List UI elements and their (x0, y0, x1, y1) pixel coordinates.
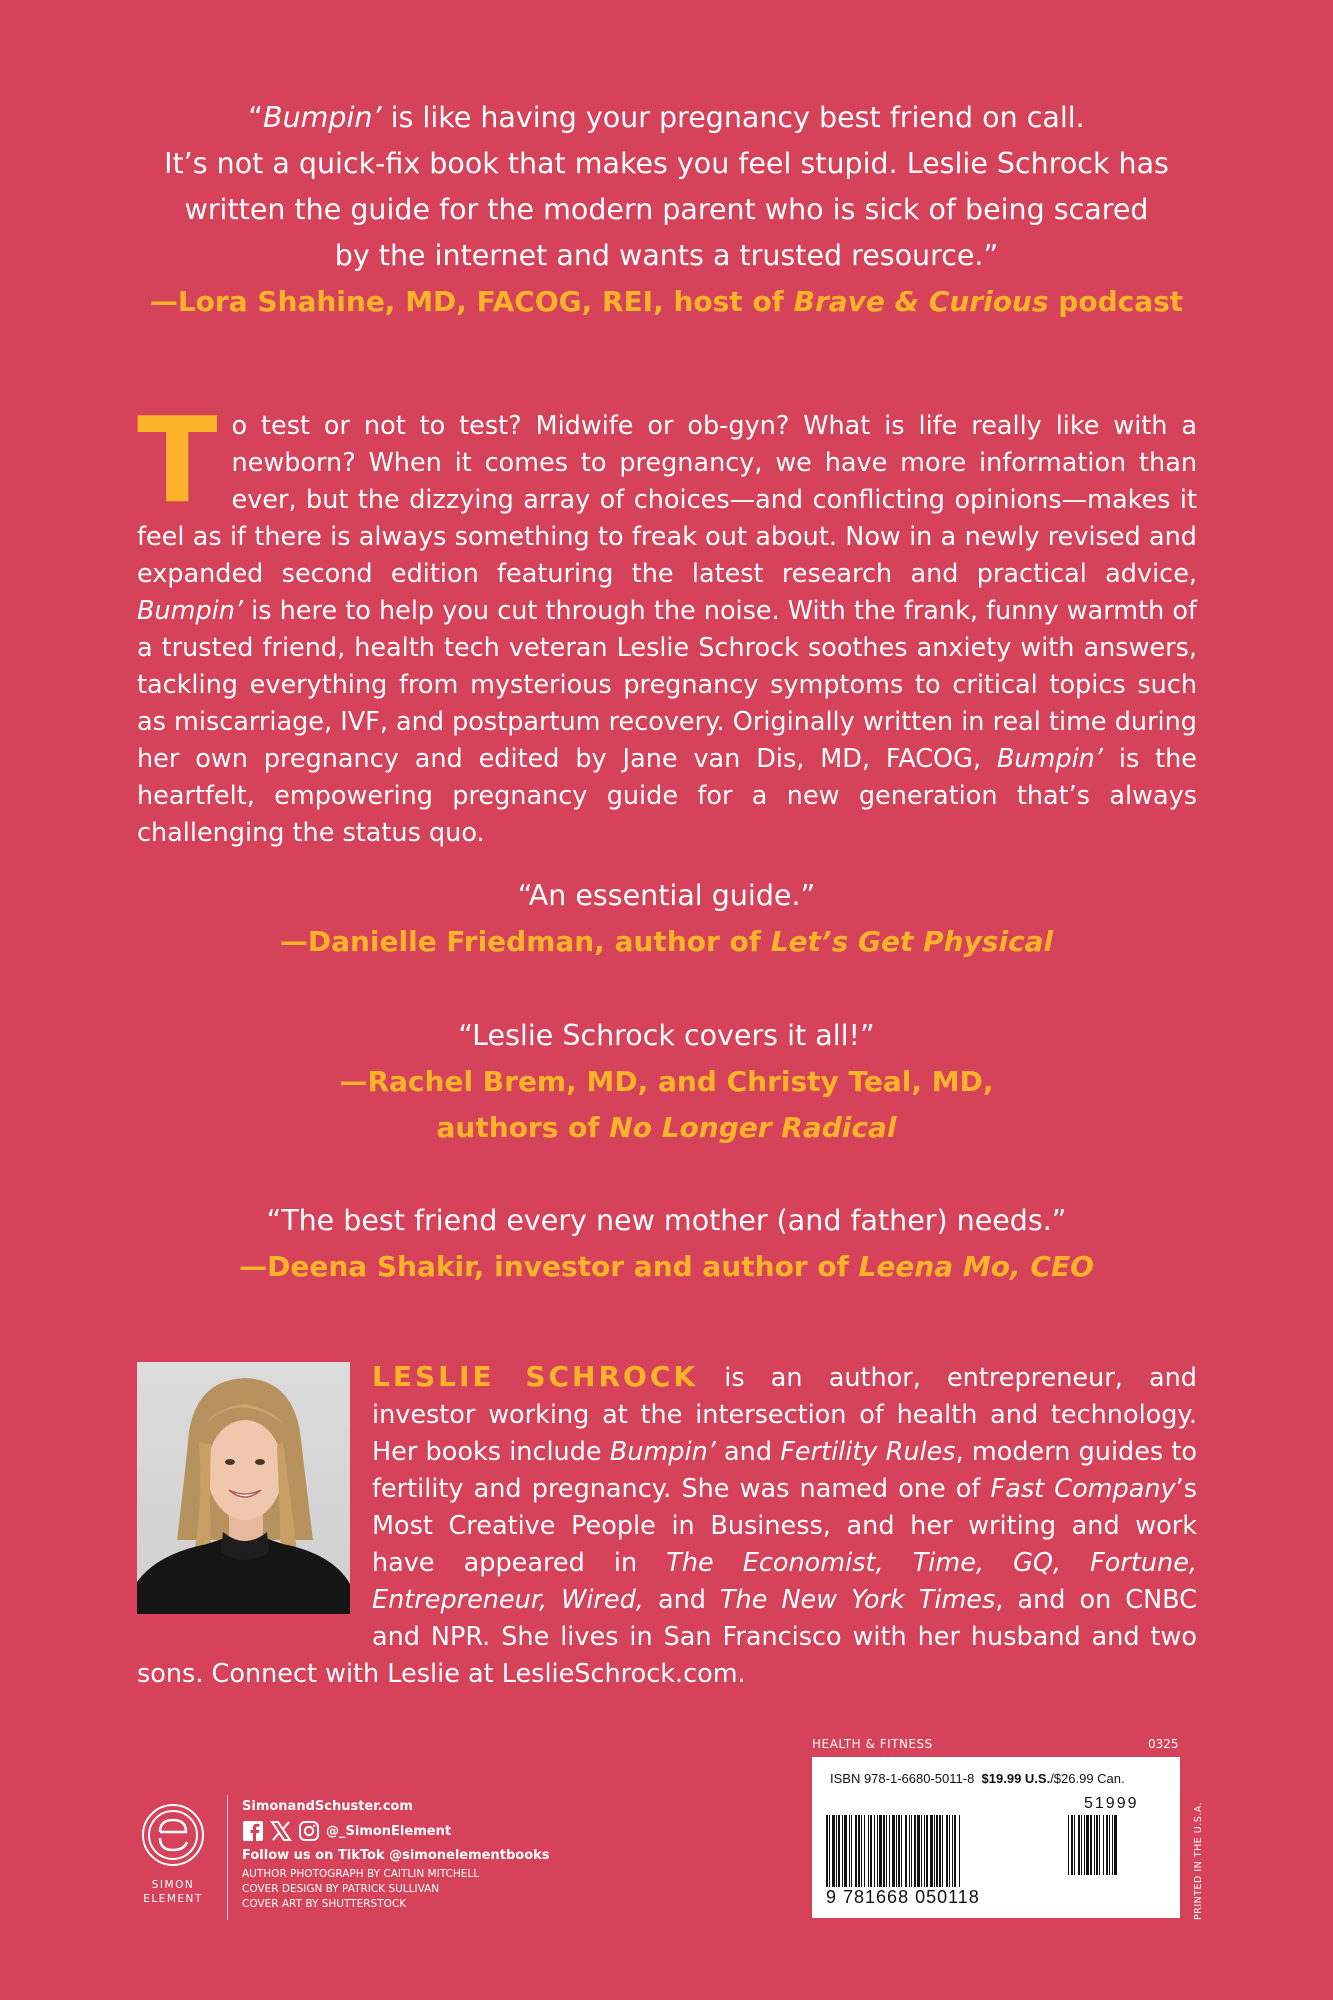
barcode-bar (926, 1815, 928, 1887)
barcode-bar (939, 1815, 941, 1887)
social-handle[interactable]: @_SimonElement (326, 1823, 452, 1839)
barcode-bar (879, 1815, 882, 1887)
logo-text: SIMON (151, 1879, 195, 1891)
publisher-logo (138, 1800, 208, 1906)
barcode-bar (1084, 1815, 1085, 1875)
quote-attribution: —Deena Shakir, investor and author of Leena Mo, CEO (239, 1250, 1094, 1283)
quote-attribution: —Lora Shahine, MD, FACOG, REI, host of Brave & Curious podcast (149, 285, 1184, 318)
endorsement-quote-3 (110, 1013, 1223, 1151)
barcode-bar (959, 1815, 960, 1887)
isbn-barcode (826, 1815, 1062, 1887)
barcode-bar (954, 1815, 956, 1887)
quote-attribution: —Danielle Friedman, author of Let’s Get Physical (279, 925, 1054, 958)
endorsement-quote-4 (110, 1198, 1223, 1290)
printed-in-usa: PRINTED IN THE U.S.A. (1193, 1801, 1204, 1920)
barcode-bar (1114, 1815, 1117, 1875)
quote-line: written the guide for the modern parent who is sick of being scared (184, 193, 1149, 226)
barcode-bar (877, 1815, 878, 1887)
barcode-bar (883, 1815, 885, 1887)
isbn-price-line: ISBN 978-1-6680-5011-8 $19.99 U.S./$26.99 Can. (830, 1771, 1125, 1786)
barcode-bar (1096, 1815, 1098, 1875)
barcode-bar (1081, 1815, 1082, 1875)
barcode-bar (889, 1815, 890, 1887)
barcode-bar (1086, 1815, 1089, 1875)
instagram-icon[interactable] (298, 1820, 320, 1842)
quote-attribution: —Rachel Brem, MD, and Christy Teal, MD, (339, 1065, 994, 1098)
credit-line: COVER DESIGN BY PATRICK SULLIVAN (242, 1883, 440, 1895)
barcode-bar (829, 1815, 830, 1887)
barcode-bar (898, 1815, 900, 1887)
barcode-bar (1068, 1815, 1069, 1875)
barcode-bar (832, 1815, 835, 1887)
barcode-bar (901, 1815, 902, 1887)
barcode-bar (842, 1815, 843, 1887)
drop-cap: T (137, 391, 218, 529)
credit-line: AUTHOR PHOTOGRAPH BY CAITLIN MITCHELL (242, 1868, 480, 1880)
quote-line: “Bumpin’ is like having your pregnancy best friend on call. (248, 101, 1085, 134)
barcode-bar (886, 1815, 887, 1887)
quote-line: by the internet and wants a trusted resource.” (334, 239, 999, 272)
logo-text: ELEMENT (143, 1893, 203, 1905)
barcode-bar (911, 1815, 912, 1887)
barcode-addon-digits: 51999 (1084, 1795, 1139, 1812)
barcode-bar (917, 1815, 920, 1887)
quote-line: It’s not a quick-fix book that makes you feel stupid. Leslie Schrock has (164, 147, 1169, 180)
quote-line: “The best friend every new mother (and father) needs.” (266, 1204, 1067, 1237)
simon-element-logo-icon (138, 1800, 208, 1870)
barcode-bar (851, 1815, 852, 1887)
price-code: 0325 (1148, 1737, 1179, 1751)
barcode-bar (914, 1815, 916, 1887)
endorsement-quote-2 (110, 873, 1223, 965)
barcode-bar (838, 1815, 840, 1887)
barcode-bar (844, 1815, 847, 1887)
barcode-bar (1074, 1815, 1075, 1875)
barcode-bar (1106, 1815, 1108, 1875)
barcode-bar (855, 1815, 857, 1887)
author-photo (137, 1362, 350, 1614)
book-description: To test or not to test? Midwife or ob-gyn? What is life really like with a newborn? When it comes to pregnancy, we have more information than ever, but the dizzying array of choices—and conflicting opinions—makes it feel as if there is always something to freak out about. Now in a newly revised and expanded second edition featuring the latest research and practical advice, Bumpin’ is here to help you cut through the noise. With the frank, funny warmth of a trusted friend, health tech veteran Leslie Schrock soothes anxiety with answers, tackling everything from mysterious pregnancy symptoms to critical topics such as miscarriage, IVF, and postpartum recovery. Originally written in real time during her own pregnancy and edited by Jane van Dis, MD, FACOG, Bumpin’ is the heartfelt, empowering pregnancy guide for a new generation that’s always challenging the status quo. (137, 391, 1197, 848)
credit-line: COVER ART BY SHUTTERSTOCK (242, 1898, 407, 1910)
footer-divider (227, 1795, 228, 1920)
barcode-bar (946, 1815, 948, 1887)
endorsement-quote-1 (110, 95, 1223, 325)
barcode-bar (936, 1815, 938, 1887)
publisher-website[interactable]: SimonandSchuster.com (242, 1799, 413, 1814)
barcode-bar (952, 1815, 953, 1887)
barcode-bar (864, 1815, 865, 1887)
quote-line: “An essential guide.” (517, 879, 816, 912)
barcode-bar (870, 1815, 872, 1887)
barcode-bar (921, 1815, 922, 1887)
barcode-bar (861, 1815, 862, 1887)
facebook-icon[interactable] (242, 1820, 264, 1842)
tiktok-follow[interactable]: Follow us on TikTok @simonelementbooks (242, 1848, 550, 1863)
barcode-bar (949, 1815, 950, 1887)
barcode-bar (905, 1815, 907, 1887)
barcode-bar (909, 1815, 910, 1887)
barcode-bar (942, 1815, 943, 1887)
barcode-bar (1090, 1815, 1092, 1875)
barcode-digits: 9 781668 050118 (826, 1887, 980, 1907)
quote-attribution: authors of No Longer Radical (436, 1111, 897, 1144)
barcode-bar (924, 1815, 925, 1887)
barcode-bar (1078, 1815, 1080, 1875)
publisher-info (242, 1797, 572, 1912)
author-bio: LESLIE SCHROCK is an author, entrepreneur, and investor working at the intersection of health and technology. Her books include Bumpin’ and Fertility Rules, modern guides to fertility and pregnancy. She was named one of Fast Company’s Most Creative People in Business, and her writing and work have appeared in The Economist, Time, GQ, Fortune, Entrepreneur, Wired, and The New York Times, and on CNBC and NPR. She lives in San Francisco with her husband and two sons. Connect with Leslie at LeslieSchrock.com. (137, 1360, 1198, 1689)
social-links (242, 1817, 572, 1845)
barcode-bar (1109, 1815, 1110, 1875)
quote-line: “Leslie Schrock covers it all!” (458, 1019, 875, 1052)
barcode-bar (826, 1815, 828, 1887)
barcode-bar (874, 1815, 875, 1887)
barcode-bar (849, 1815, 850, 1887)
barcode-bar (868, 1815, 869, 1887)
barcode-bar (1094, 1815, 1095, 1875)
barcode-bar (934, 1815, 935, 1887)
book-category: HEALTH & FITNESS (812, 1737, 933, 1751)
barcode-bar (836, 1815, 837, 1887)
barcode-bar (1103, 1815, 1104, 1875)
barcode-bar (896, 1815, 897, 1887)
barcode-box (812, 1757, 1180, 1918)
barcode-bar (1099, 1815, 1100, 1875)
barcode-bar (1071, 1815, 1073, 1875)
barcode-bar (892, 1815, 895, 1887)
x-icon[interactable] (270, 1820, 292, 1842)
barcode-bar (858, 1815, 860, 1887)
author-name: LESLIE SCHROCK (372, 1360, 699, 1393)
barcode-bar (1112, 1815, 1113, 1875)
barcode-bar (930, 1815, 933, 1887)
addon-barcode (1068, 1815, 1168, 1875)
